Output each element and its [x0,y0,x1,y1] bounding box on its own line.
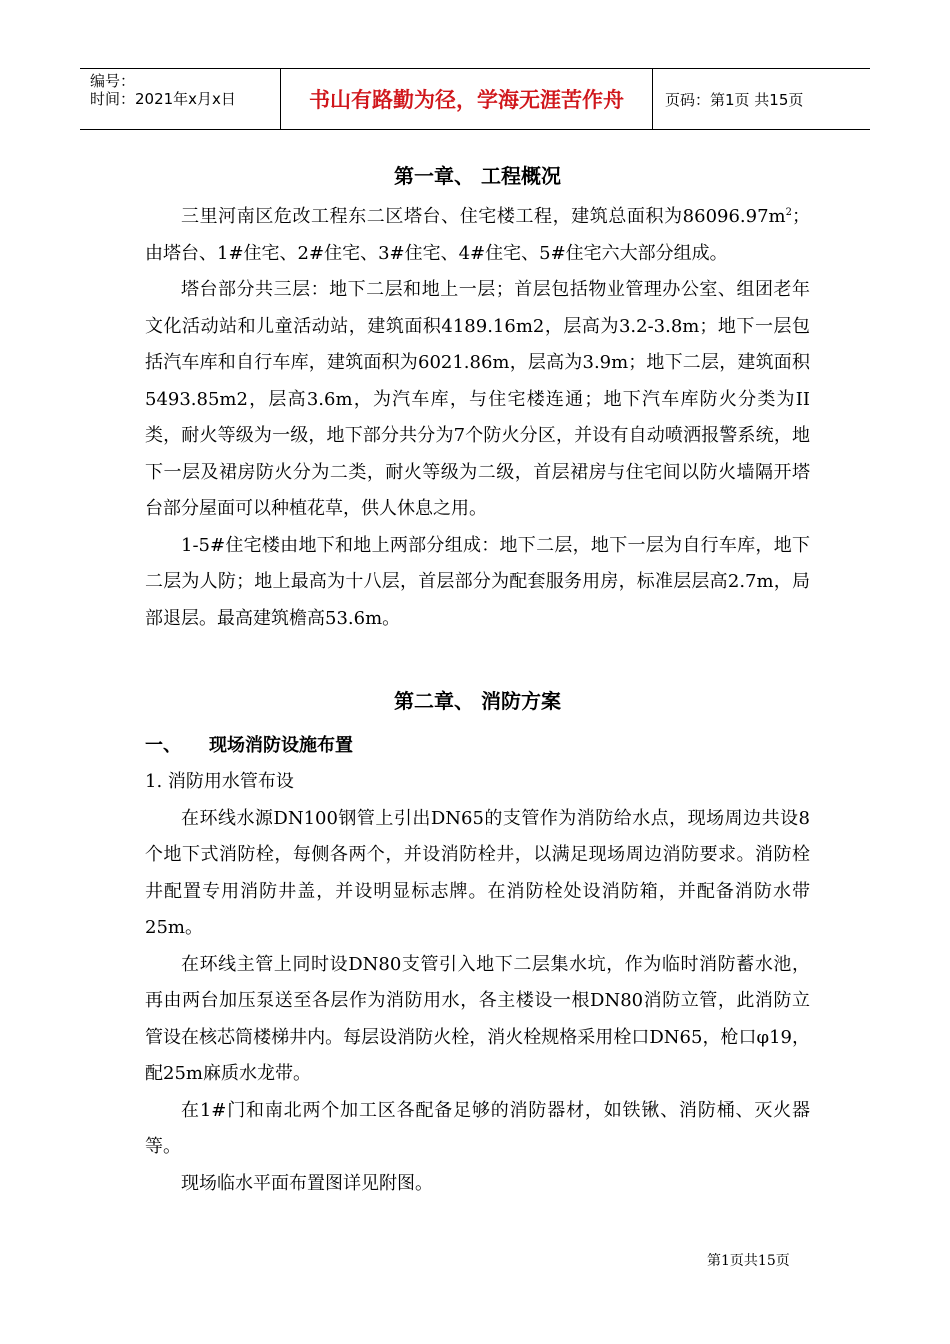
document-number-label: 编号： [90,72,136,90]
page-footer: 第1页共15页 [707,1253,790,1269]
header-page-info: 页码：第1页 共15页 [665,90,804,109]
chapter2-paragraph-4: 现场临水平面布置图详见附图。 [181,1172,433,1194]
item1-heading: 1. 消防用水管布设 [145,771,294,792]
chapter2-title: 第二章、 消防方案 [394,689,561,713]
chapter2-paragraph-2: 在环线主管上同时设DN80支管引入地下二层集水坑，作为临时消防蓄水池，再由两台加压泵送至各层作为消防用水，各主楼设一根DN80消防立管，此消防立管设在核芯筒楼梯井内。每层设消防火栓，消火栓规格采用栓口DN65，枪口φ19，配25m麻质水龙带。 [145,953,810,1084]
superscript-2: 2 [785,207,792,218]
header-left-cell [80,69,281,129]
page-header [80,68,870,130]
chapter1-paragraph-2: 塔台部分共三层：地下二层和地上一层；首层包括物业管理办公室、组团老年文化活动站和儿童活动站，建筑面积4189.16m2，层高为3.2-3.8m；地下一层包括汽车库和自行车库，建筑面积为6021.86m，层高为3.9m；地下二层，建筑面积5493.85m2，层高3.6m，为汽车库，与住宅楼连通；地下汽车库防火分类为II类，耐火等级为一级，地下部分共分为7个防火分区，并设有自动喷洒报警系统，地下一层及裙房防火分为二类，耐火等级为二级，首层裙房与住宅间以防火墙隔开塔台部分屋面可以种植花草，供人休息之用。 [145,279,810,519]
chapter2-paragraph-3: 在1#门和南北两个加工区各配备足够的消防器材，如铁锹、消防桶、灭火器等。 [145,1099,810,1157]
chapter1-paragraph-3: 1-5#住宅楼由地下和地上两部分组成：地下二层，地下一层为自行车库，地下二层为人防；地上最高为十八层，首层部分为配套服务用房，标准层层高2.7m，局部退层。最高建筑檐高53.6m。 [145,534,810,629]
chapter1-title: 第一章、 工程概况 [394,164,561,188]
document-body [145,160,810,1202]
document-date: 时间：2021年x月x日 [90,90,236,108]
header-motto: 书山有路勤为径，学海无涯苦作舟 [281,69,653,129]
chapter2-paragraph-1: 在环线水源DN100钢管上引出DN65的支管作为消防给水点，现场周边共设8个地下式消防栓，每侧各两个，并设消防栓井，以满足现场周边消防要求。消防栓井配置专用消防井盖，并设明显标志牌。在消防栓处设消防箱，并配备消防水带25m。 [145,807,810,938]
section1-heading: 一、 现场消防设施布置 [145,735,353,756]
chapter1-paragraph-1: 三里河南区危改工程东二区塔台、住宅楼工程，建筑总面积为$86096.97m^2$；由塔台、1#住宅、2#住宅、3#住宅、4#住宅、5#住宅六大部分组成。 [145,206,810,264]
